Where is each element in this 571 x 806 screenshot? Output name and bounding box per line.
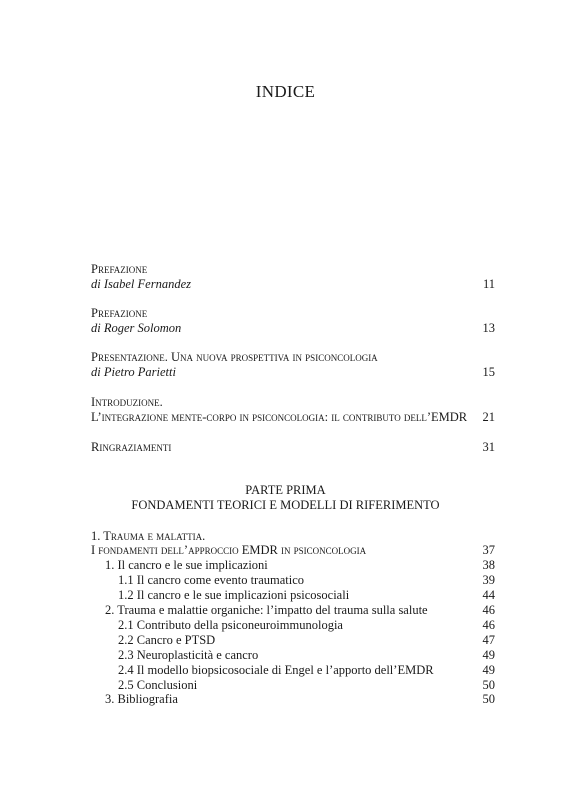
toc-page-number: 50: [482, 678, 495, 692]
toc-page-number: 21: [482, 410, 495, 424]
toc-entry-text: 2.1 Contributo della psiconeuroimmunologia: [118, 618, 343, 632]
toc-entry: [105, 558, 495, 573]
toc-entry-text: Ringraziamenti: [91, 440, 172, 454]
toc-page-number: 13: [482, 321, 495, 335]
toc-heading-prefazione-2: Prefazione: [91, 306, 148, 320]
toc-entry-text: di Pietro Parietti: [91, 365, 176, 379]
toc-page-number: 44: [482, 588, 495, 602]
toc-entry-fernandez: [91, 277, 495, 292]
toc-entry-text: L’integrazione mente-corpo in psiconcologia: il contributo dell’EMDR: [91, 410, 468, 424]
toc-page-number: 50: [482, 692, 495, 706]
toc-entry: [118, 648, 495, 663]
toc-entry-text: 2.3 Neuroplasticità e cancro: [118, 648, 259, 662]
toc-page-number: 49: [482, 648, 495, 662]
toc-entry-text: di Roger Solomon: [91, 321, 182, 335]
toc-heading-prefazione-1: Prefazione: [91, 262, 148, 276]
toc-entry-ringraziamenti: [91, 440, 495, 455]
toc-entry: [118, 678, 495, 693]
page-title: INDICE: [255, 82, 316, 101]
toc-entry: [118, 618, 495, 633]
chapter-title-line1: 1. Trauma e malattia.: [91, 529, 206, 543]
toc-entry-text: 3. Bibliografia: [105, 692, 178, 706]
toc-entry: [118, 573, 495, 588]
toc-entry-text: 1.2 Il cancro e le sue implicazioni psicosociali: [118, 588, 350, 602]
toc-entry: [118, 633, 495, 648]
toc-page-number: 39: [482, 573, 495, 587]
toc-entry-text: 2.5 Conclusioni: [118, 678, 198, 692]
toc-entry: [105, 692, 495, 707]
toc-page-number: 11: [482, 277, 495, 291]
toc-page-number: 31: [482, 440, 495, 454]
toc-entry-text: 2.4 Il modello biopsicosociale di Engel e l’apporto dell’EMDR: [118, 663, 434, 677]
toc-entry-text: di Isabel Fernandez: [91, 277, 191, 291]
toc-entry-parietti: [91, 365, 495, 380]
toc-entry-text: 1. Il cancro e le sue implicazioni: [105, 558, 268, 572]
toc-page-number: 47: [482, 633, 495, 647]
toc-entry-text: 2. Trauma e malattie organiche: l’impatto del trauma sulla salute: [105, 603, 428, 617]
toc-heading-introduzione: Introduzione.: [91, 395, 163, 409]
chapter-title-line2: [91, 543, 495, 558]
toc-heading-presentazione: Presentazione. Una nuova prospettiva in psiconcologia: [91, 350, 378, 364]
toc-entry: [118, 663, 495, 678]
toc-entry-text: 2.2 Cancro e PTSD: [118, 633, 216, 647]
toc-entry-solomon: [91, 321, 495, 336]
toc-entry-text: I fondamenti dell’approccio EMDR in psiconcologia: [91, 543, 367, 557]
part-label: PARTE PRIMA: [245, 483, 326, 497]
toc-page-number: 49: [482, 663, 495, 677]
toc-entry: [118, 588, 495, 603]
toc-entry-introduzione: [91, 410, 495, 425]
toc-page-number: 46: [482, 603, 495, 617]
toc-page-number: 38: [482, 558, 495, 572]
toc-page-number: 46: [482, 618, 495, 632]
toc-page-number: 15: [482, 365, 495, 379]
toc-entry-text: 1.1 Il cancro come evento traumatico: [118, 573, 305, 587]
toc-entry: [105, 603, 495, 618]
part-title: FONDAMENTI TEORICI E MODELLI DI RIFERIMENTO: [131, 498, 440, 512]
toc-page-number: 37: [482, 543, 495, 557]
